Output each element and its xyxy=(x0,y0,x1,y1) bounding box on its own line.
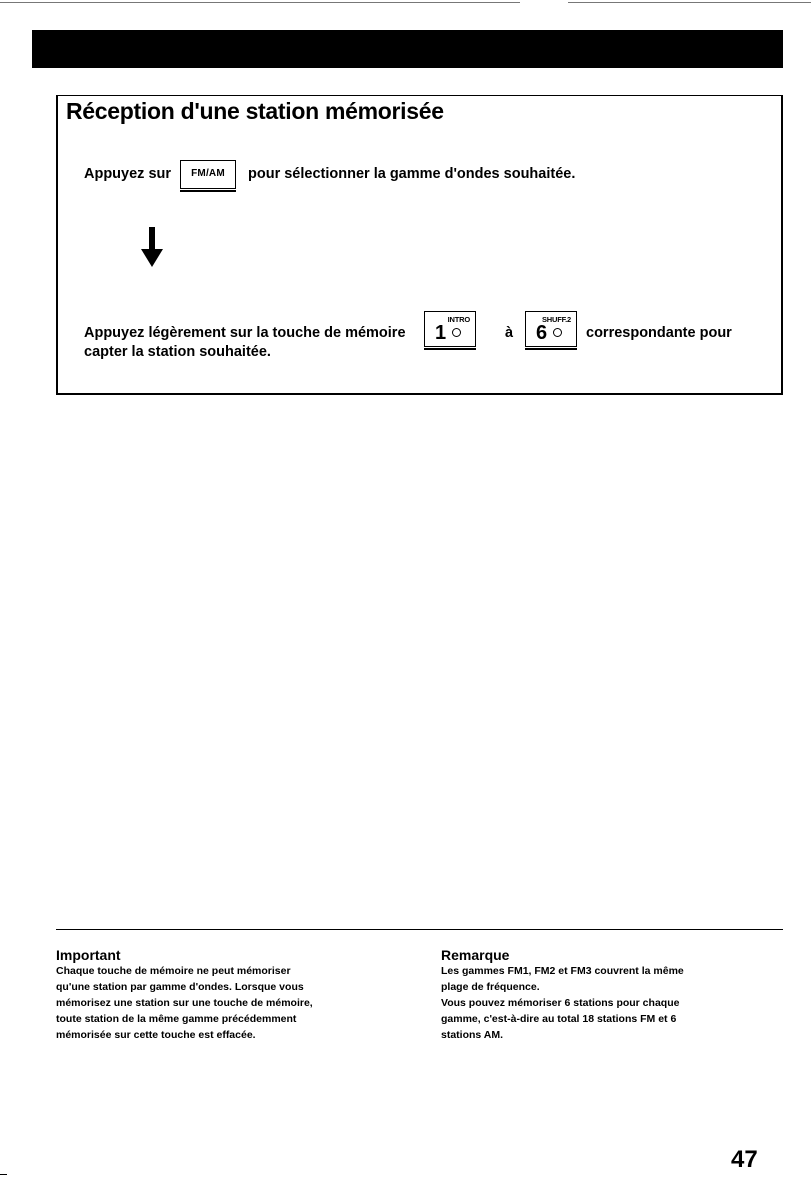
fm-am-key-label: FM/AM xyxy=(191,168,225,179)
step1-text-after: pour sélectionner la gamme d'ondes souhaitée. xyxy=(248,166,576,182)
circle-icon xyxy=(553,328,562,337)
corner-mark xyxy=(0,1174,7,1175)
remarque-line: Les gammes FM1, FM2 et FM3 couvrent la même xyxy=(441,965,684,977)
step2-text-line2: capter la station souhaitée. xyxy=(84,344,271,360)
preset-key-1-label: INTRO xyxy=(447,315,470,324)
important-heading: Important xyxy=(56,947,121,963)
important-line: qu'une station par gamme d'ondes. Lorsque vous xyxy=(56,981,304,993)
preset-key-6 xyxy=(525,311,577,347)
header-bar xyxy=(32,30,783,68)
important-line: mémorisée sur cette touche est effacée. xyxy=(56,1029,256,1041)
remarque-line: stations AM. xyxy=(441,1029,504,1041)
step2-text-end: correspondante pour xyxy=(586,325,732,341)
preset-key-1 xyxy=(424,311,476,347)
step2-text-start: Appuyez légèrement sur la touche de mémoire xyxy=(84,325,406,341)
arrow-down-icon xyxy=(141,227,163,267)
important-line: toute station de la même gamme précédemment xyxy=(56,1013,297,1025)
remarque-line: plage de fréquence. xyxy=(441,981,540,993)
remarque-line: Vous pouvez mémoriser 6 stations pour chaque xyxy=(441,997,680,1009)
bottom-rule xyxy=(56,929,783,930)
step1-text-before: Appuyez sur xyxy=(84,166,172,182)
step2-connector: à xyxy=(505,325,514,341)
remarque-text xyxy=(441,963,684,1043)
remarque-heading: Remarque xyxy=(441,947,510,963)
top-rule-left xyxy=(0,2,520,3)
remarque-line: gamme, c'est-à-dire au total 18 stations FM et 6 xyxy=(441,1013,677,1025)
top-rule-right xyxy=(568,2,811,3)
important-text xyxy=(56,963,313,1043)
important-line: Chaque touche de mémoire ne peut mémoriser xyxy=(56,965,291,977)
preset-key-6-label: SHUFF.2 xyxy=(541,315,571,324)
preset-key-6-number: 6 xyxy=(536,322,548,344)
fm-am-key xyxy=(180,160,236,189)
section-title: Réception d'une station mémorisée xyxy=(66,98,444,124)
preset-key-1-number: 1 xyxy=(435,322,447,344)
important-line: mémorisez une station sur une touche de mémoire, xyxy=(56,997,313,1009)
page-number: 47 xyxy=(731,1146,758,1173)
circle-icon xyxy=(452,328,461,337)
